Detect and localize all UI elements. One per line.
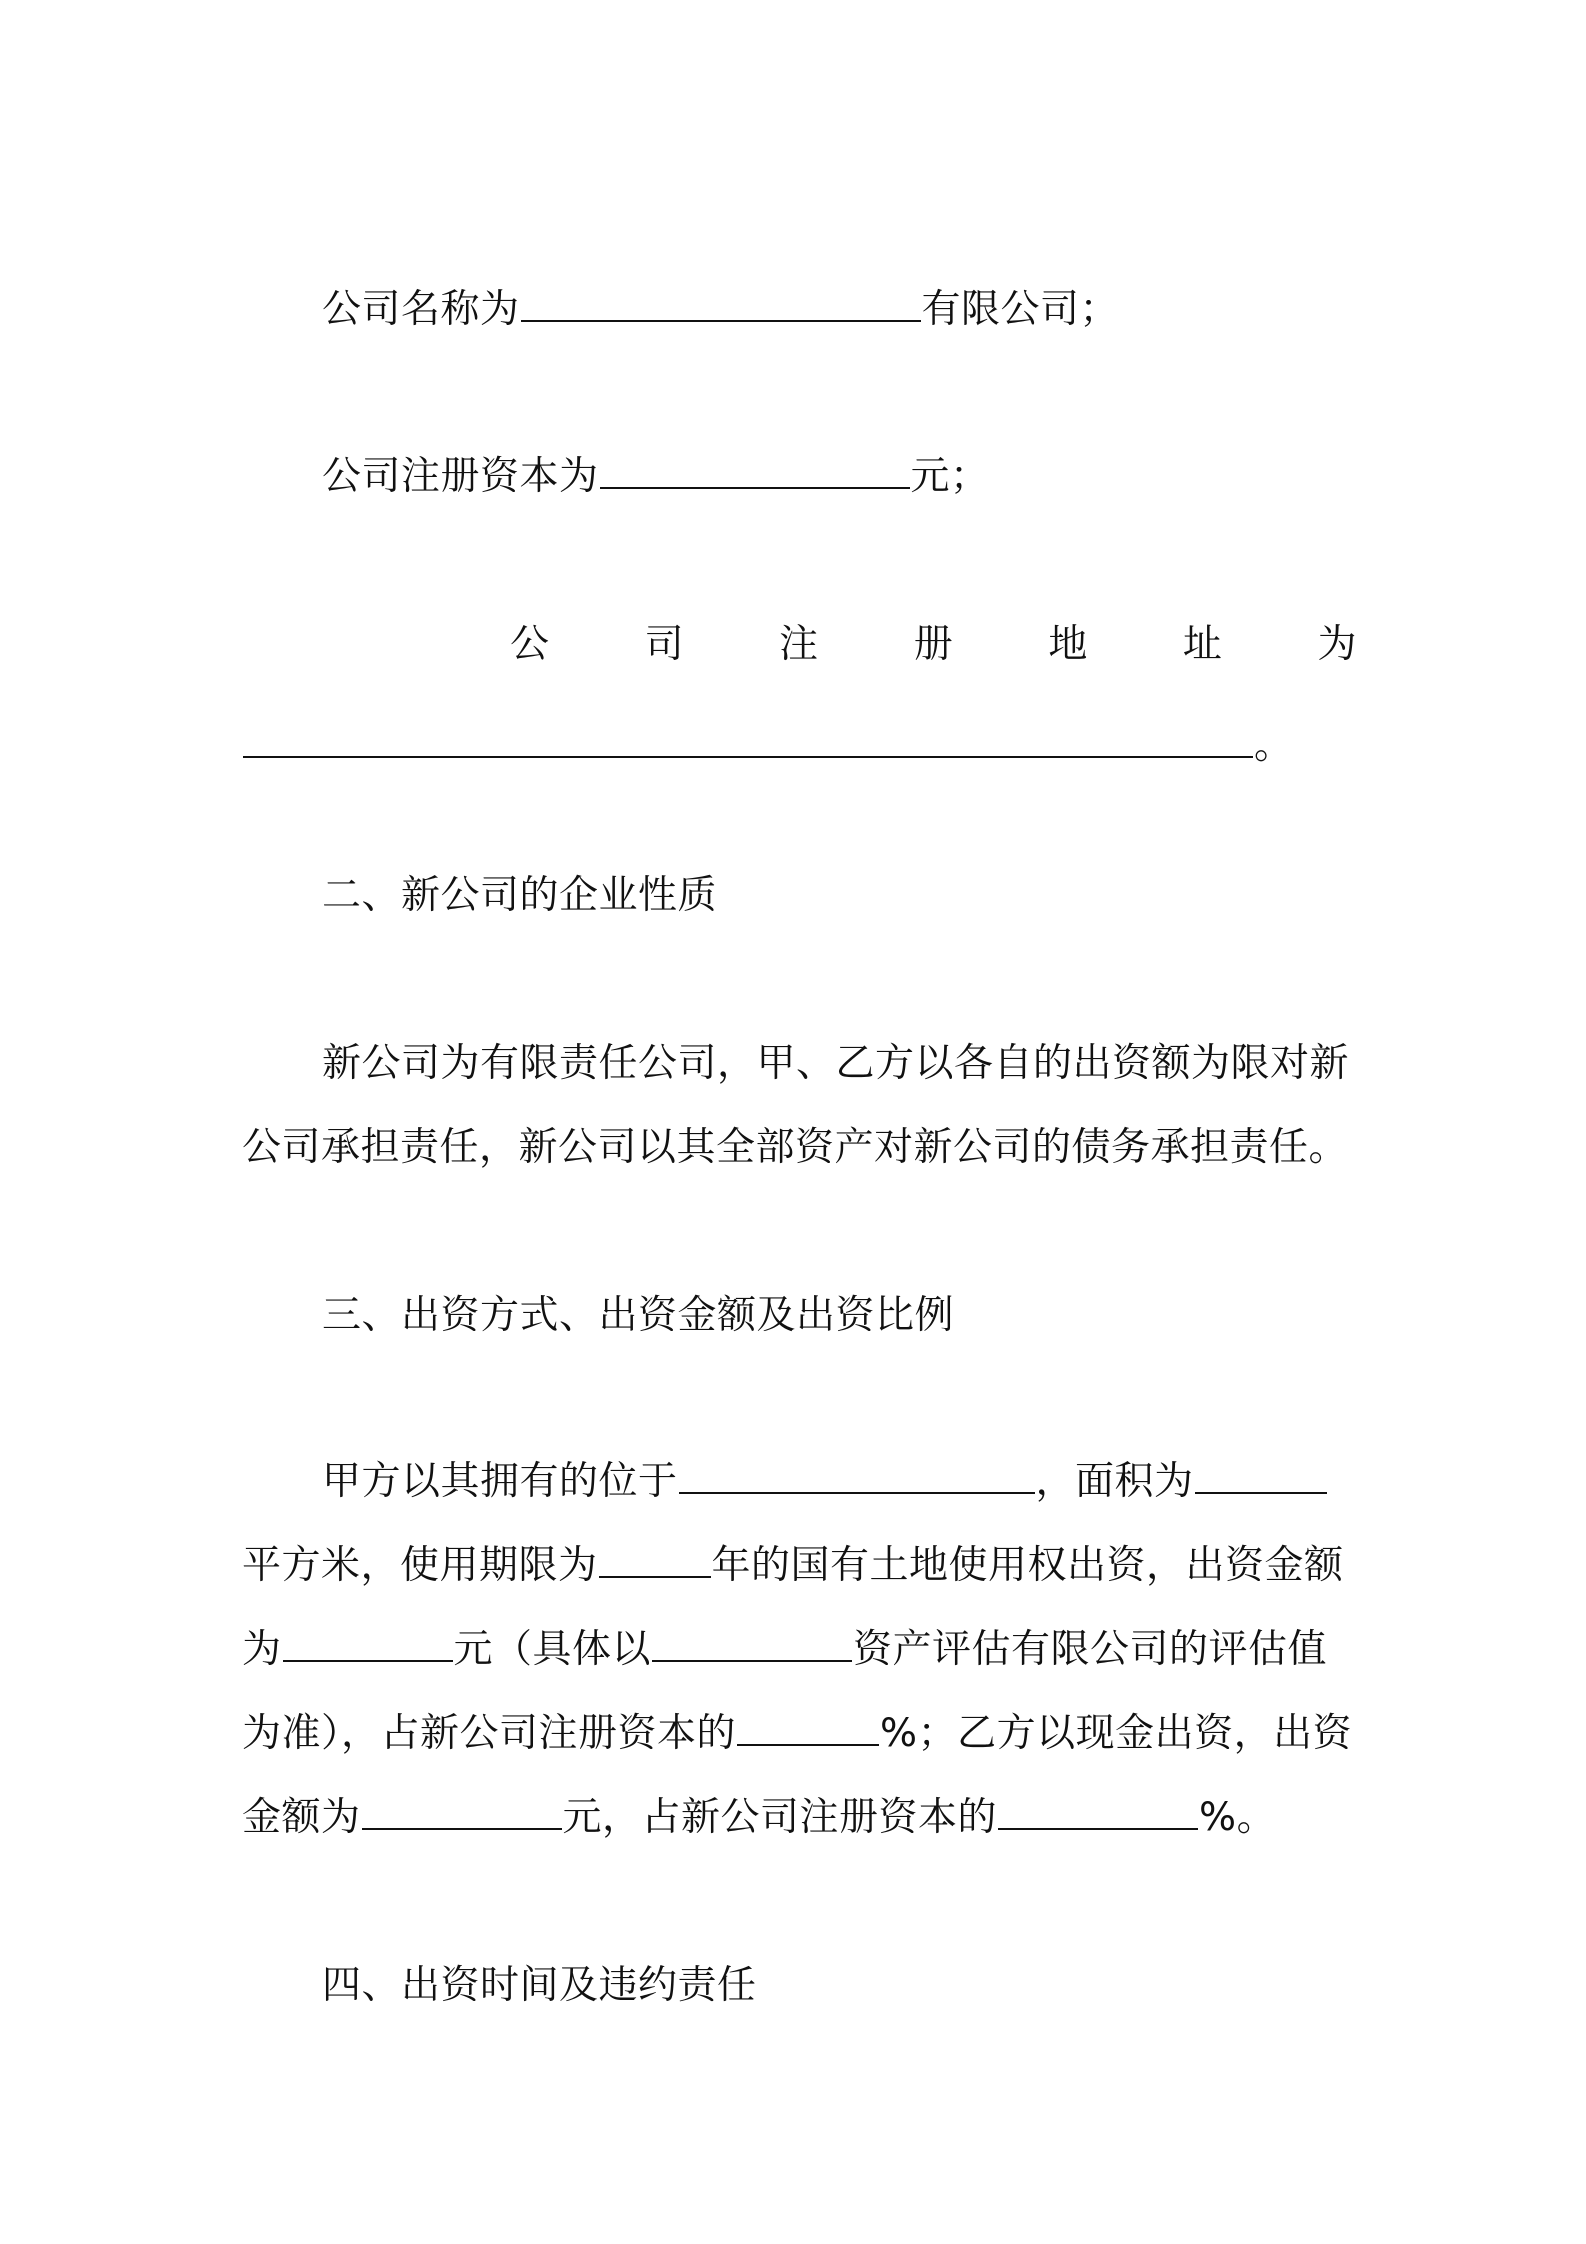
address-char-3: 注	[779, 622, 819, 667]
registered-address-label	[242, 621, 1357, 669]
address-char-7: 为	[1317, 622, 1357, 667]
address-char-5: 地	[1048, 622, 1088, 667]
section-3-para-line-5	[242, 1794, 1357, 1842]
use-term-blank[interactable]	[599, 1542, 711, 1578]
registered-address-end: 。	[1254, 723, 1294, 768]
company-name-label: 公司名称为	[322, 287, 520, 332]
land-area-blank[interactable]	[1195, 1458, 1327, 1494]
registered-capital-suffix: 元；	[910, 454, 990, 499]
section-3-para-line-1	[242, 1458, 1357, 1506]
address-char-4: 册	[913, 622, 954, 667]
party-b-amount-blank[interactable]	[362, 1794, 562, 1830]
section-3-heading: 三、出资方式、出资金额及出资比例	[322, 1293, 955, 1338]
appraisal-prefix: 元（具体以	[453, 1627, 652, 1672]
section-2-para-line-2: 公司承担责任，新公司以其全部资产对新公司的债务承担责任。	[242, 1125, 1349, 1170]
registered-address-line	[242, 722, 1357, 770]
section-3-para-line-4	[242, 1710, 1357, 1758]
use-term-label: 平方米，使用期限为	[242, 1543, 598, 1588]
party-b-share-blank[interactable]	[998, 1794, 1198, 1830]
company-name-suffix: 有限公司；	[921, 287, 1120, 332]
land-location-blank[interactable]	[679, 1458, 1035, 1494]
address-char-6: 址	[1182, 622, 1223, 667]
land-use-right-text: 年的国有土地使用权出资，出资金额	[711, 1543, 1344, 1588]
party-b-amount-label: 金额为	[242, 1795, 361, 1840]
section-3-para-line-2	[242, 1542, 1357, 1590]
registered-address-blank[interactable]	[243, 722, 1253, 758]
section-2-heading: 二、新公司的企业性质	[322, 873, 718, 918]
party-b-share-suffix: %。	[1199, 1795, 1277, 1840]
registered-capital-line	[242, 453, 1357, 501]
appraisal-suffix: 资产评估有限公司的评估值	[853, 1627, 1328, 1672]
party-a-share-label: 为准），占新公司注册资本的	[242, 1711, 737, 1756]
company-name-line	[242, 286, 1357, 334]
party-a-share-blank[interactable]	[737, 1710, 879, 1746]
section-4-heading: 四、出资时间及违约责任	[322, 1963, 757, 2008]
section-2-para-line-1: 新公司为有限责任公司，甲、乙方以各自的出资额为限对新	[322, 1041, 1350, 1086]
contribution-amount-prefix: 为	[242, 1627, 282, 1672]
land-location-label: 甲方以其拥有的位于	[322, 1459, 678, 1504]
company-name-blank[interactable]	[521, 286, 921, 322]
address-char-2: 司	[644, 622, 685, 667]
party-b-share-label: 元，占新公司注册资本的	[562, 1795, 998, 1840]
contribution-amount-blank[interactable]	[283, 1626, 453, 1662]
party-b-cash-text: %；乙方以现金出资，出资	[880, 1711, 1353, 1756]
address-char-1: 公	[510, 622, 550, 667]
land-area-label: ，面积为	[1035, 1459, 1194, 1504]
section-3-para-line-3	[242, 1626, 1357, 1674]
registered-capital-label: 公司注册资本为	[322, 454, 599, 499]
appraisal-company-blank[interactable]	[652, 1626, 852, 1662]
registered-capital-blank[interactable]	[600, 453, 910, 489]
